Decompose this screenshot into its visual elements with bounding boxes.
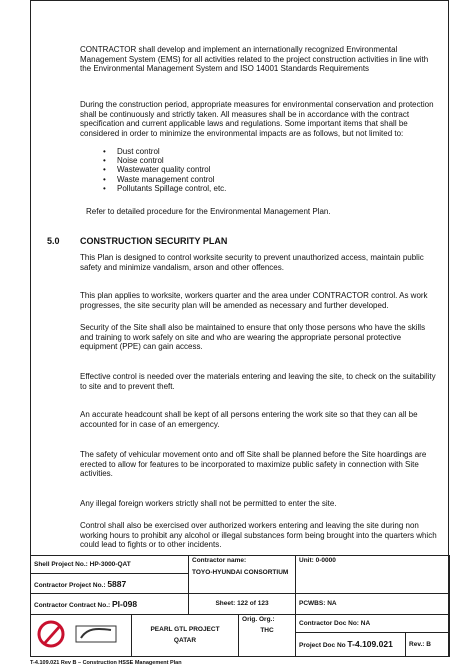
unit-value: 0-0000 [315, 557, 336, 564]
contractor-contract-value: PI-098 [112, 598, 138, 609]
paragraph-material-control: Effective control is needed over the materials entering and leaving the site, to check on the suitability to site and to prevent theft. [80, 372, 436, 391]
list-item: • Noise control [103, 156, 226, 165]
pcwbs-value: NA [327, 600, 337, 608]
paragraph-after-hours-control: Control shall also be exercised over authorized workers entering and leaving the site during non working hours to prohibit any alcohol or illegal substances form being brought into the quarters which could lead to fights or to other incidents. [80, 521, 437, 550]
logo-cell [31, 614, 132, 656]
document-reference: T-4.109.021 Rev B – Construction HSSE Management Plan [30, 660, 182, 666]
sheet-cell [189, 593, 296, 614]
rev-value: B [426, 640, 431, 648]
pcwbs-cell [296, 593, 450, 614]
paragraph-illegal-workers: Any illegal foreign workers strictly shall not be permitted to enter the site. [80, 499, 337, 508]
paragraph-vehicular-safety: The safety of vehicular movement onto and off Site shall be planned before the Site hoardings are erected to allow for features to be incorporated to maximize public safety in connection with Site activities. [80, 450, 427, 479]
sheet-value: 122 of 123 [237, 600, 269, 608]
paragraph-headcount: An accurate headcount shall be kept of all persons entering the work site so that they can all be accounted for in case of an emergency. [80, 410, 418, 429]
environmental-items-list [103, 147, 226, 193]
contractor-name-label: Contractor name: [192, 557, 247, 564]
contractor-project-label: Contractor Project No.: [34, 581, 106, 589]
contractor-contract-label: Contractor Contract No.: [34, 601, 111, 609]
orig-org-label: Orig. Org.: [242, 615, 275, 623]
unit-cell [296, 556, 450, 594]
list-item: • Wastewater quality control [103, 165, 226, 174]
shell-project-cell [31, 556, 189, 574]
project-name-line1: PEARL GTL PROJECT [150, 626, 220, 634]
project-name-cell [132, 614, 239, 656]
contractor-doc-label: Contractor Doc No: [299, 619, 359, 627]
paragraph-environmental-measures: During the construction period, appropriate measures for environmental conservation and protection shall be continuously and strictly taken. All measures shall be in accordance with the contract specification and current applicable laws and regulations. Some important items that shall be considered in order to minimize the environmental impacts are as follows, but not limited to: [80, 100, 434, 138]
paragraph-plan-scope: This plan applies to worksite, workers quarter and the area under CONTRACTOR control. As work progresses, the site security plan will be amended as necessary and further developed. [80, 291, 428, 310]
contractor-name-value: TOYO-HYUNDAI CONSORTIUM [192, 569, 289, 576]
pcwbs-label: PCWBS: [299, 600, 326, 608]
list-item: • Pollutants Spillage control, etc. [103, 184, 226, 193]
paragraph-site-security: Security of the Site shall also be maintained to ensure that only those persons who have the skills and training to work safely on site and who are wearing the appropriate personal protective equipment (PPE) can gain access. [80, 323, 426, 352]
document-footer-table [30, 555, 450, 657]
logo-emblem-mark [81, 629, 111, 638]
company-logo [31, 617, 131, 651]
contractor-doc-value: NA [360, 619, 371, 627]
contractor-doc-cell [296, 614, 450, 632]
unit-label: Unit: [299, 557, 314, 564]
list-item: • Dust control [103, 147, 226, 156]
section-title: CONSTRUCTION SECURITY PLAN [80, 236, 228, 246]
sheet-label: Sheet: [215, 600, 236, 608]
orig-org-value: THC [260, 626, 274, 634]
rev-cell [406, 632, 450, 656]
contractor-project-value: 5887 [107, 578, 127, 589]
shell-project-label: Shell Project No.: [34, 561, 88, 569]
paragraph-ems: CONTRACTOR shall develop and implement an internationally recognized Environmental Management System (EMS) for all activities related to the project construction activities in line with the Environmental Management System and ISO 14001 Standards Requirements [80, 45, 429, 74]
project-name-line2: QATAR [173, 637, 197, 645]
project-doc-value: T-4.109.021 [347, 639, 393, 650]
project-doc-label: Project Doc No [299, 642, 346, 650]
rev-label: Rev.: [409, 640, 425, 648]
paragraph-refer-procedure: Refer to detailed procedure for the Environmental Management Plan. [86, 207, 331, 216]
contractor-name-cell [189, 556, 296, 594]
contractor-project-cell [31, 574, 189, 594]
shell-project-value: HP-3000-QAT [89, 561, 131, 569]
list-item: • Waste management control [103, 175, 226, 184]
project-doc-cell [296, 632, 406, 656]
orig-org-cell [239, 614, 296, 656]
contractor-contract-cell [31, 593, 189, 614]
paragraph-plan-purpose: This Plan is designed to control worksite security to prevent unauthorized access, maintain public safety and minimize vandalism, arson and other offences. [80, 253, 424, 272]
section-number: 5.0 [47, 236, 60, 246]
